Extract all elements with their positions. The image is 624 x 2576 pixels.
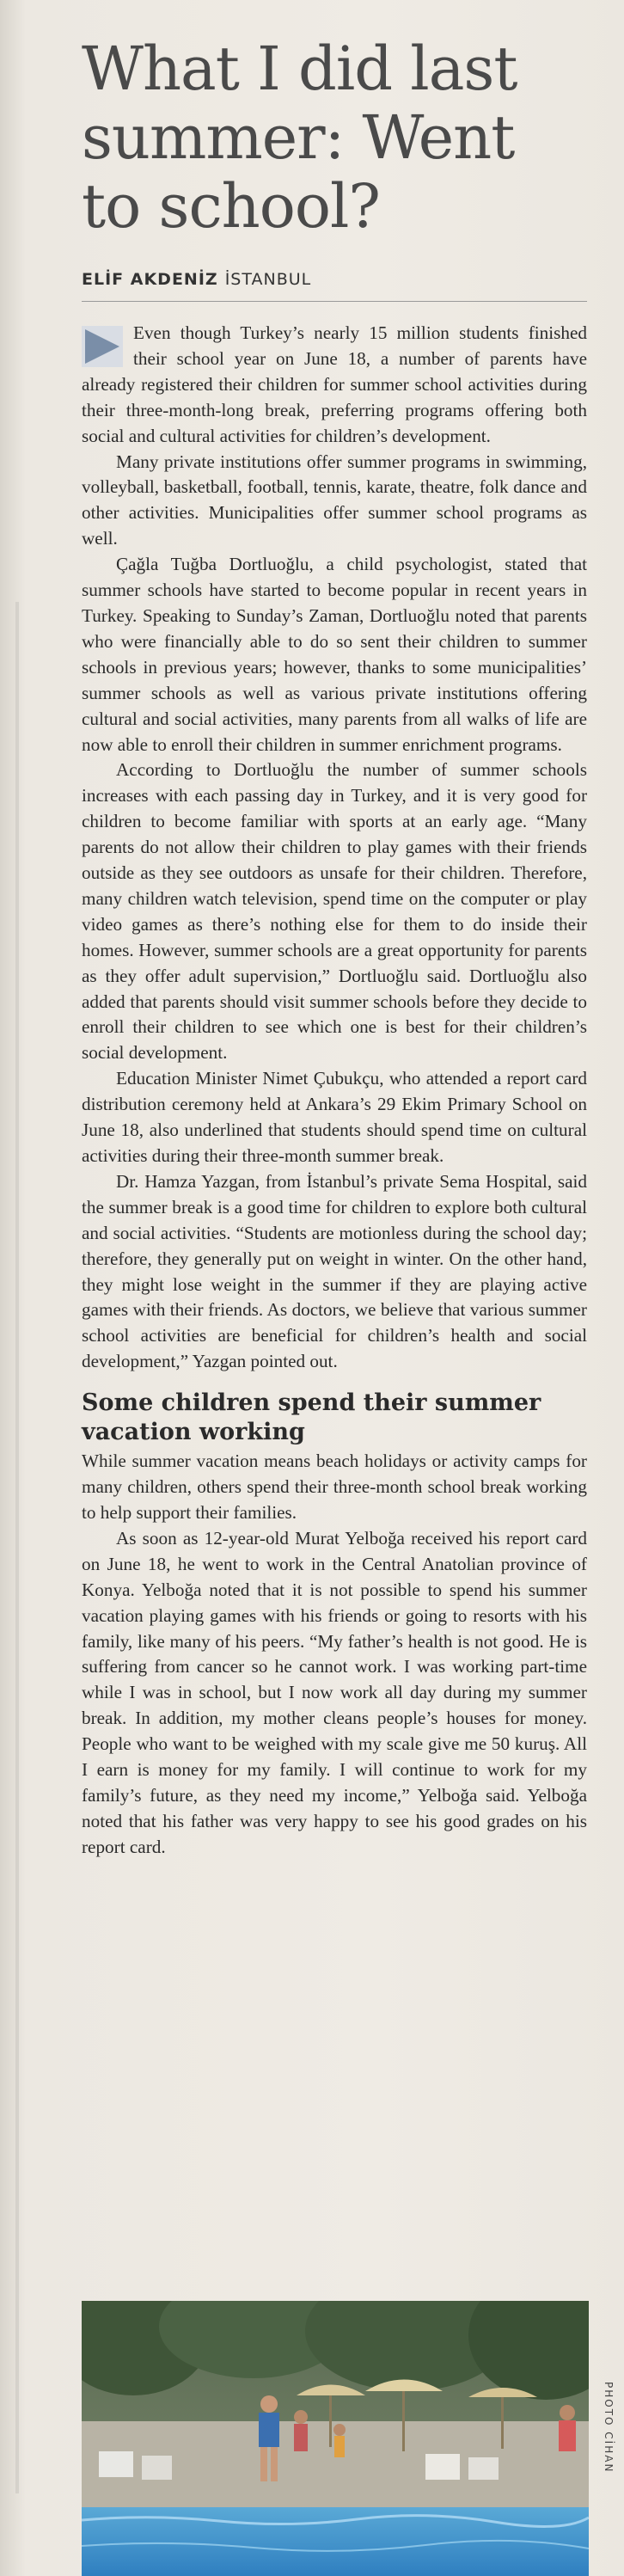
pool-scene-image [82, 2301, 589, 2576]
article [82, 34, 587, 1861]
article-photo [82, 2301, 589, 2576]
subheading: Some children spend their summer vacation working [82, 1389, 541, 1446]
article-body [82, 321, 587, 1861]
paragraph-6: Dr. Hamza Yazgan, from İstanbul’s private Sema Hospital, said the summer break is a good time for children to explore both cultural and social activities. “Students are motionless during the school day; therefore, they generally put on weight in winter. On the other hand, they might lose weight in the summer if they are playing active games with their friends. As doctors, we believe that various summer school activities are beneficial for children’s health and social development,” Yazgan pointed out. [82, 1170, 587, 1372]
paragraph-2: Many private institutions offer summer programs in swimming, volleyball, basketball, football, tennis, karate, theatre, folk dance and other activities. Municipalities offer summer school programs as well. [82, 451, 587, 549]
paragraph-4: According to Dortluoğlu the number of summer schools increases with each passing day in Turkey, and it is very good for children to become familiar with sports at an early age. “Many parents do not allow their children to play games with their friends outside as they see outdoors as unsafe for their children. Therefore, many children watch television, spend time on the computer or play video games as there’s nothing else for them to do inside their homes. However, summer schools are a great opportunity for parents as they offer adult supervision,” Dortluoğlu said. Dortluoğlu also added that parents should visit summer schools before they decide to enroll their children to see which one is best for their children’s social development. [82, 759, 587, 1064]
byline-author: ELİF AKDENİZ [82, 270, 218, 289]
paragraph-5: Education Minister Nimet Çubukçu, who attended a report card distribution ceremony held at Ankara’s 29 Ekim Primary School on June 18, also underlined that students should spend time on cultural activities during their three-month summer break. [82, 1068, 587, 1166]
headline: What I did last summer: Went to school? [82, 34, 517, 242]
page-edge-shadow [15, 602, 19, 2493]
paragraph-7: While summer vacation means beach holidays or activity camps for many children, others spend their three-month school break working to help support their families. [82, 1451, 587, 1523]
paragraph-1: Even though Turkey’s nearly 15 million students finished their school year on June 18, a number of parents have already registered their children for summer school activities during their three-month-long break, preferring programs offering both social and cultural activities for children’s development. [82, 322, 587, 446]
byline [82, 270, 587, 302]
paragraph-8: As soon as 12-year-old Murat Yelboğa received his report card on June 18, he went to work in the Central Anatolian province of Konya. Yelboğa noted that it is not possible to spend his summer vacation playing games with his friends or going to resorts with his family, like many of his peers. “My father’s health is not good. He is suffering from cancer so he cannot work. I was working part-time while I was in school, but I now work all day during my summer break. In addition, my mother cleans people’s houses for money. People who want to be weighed with my scale give me 50 kuruş. All I earn is money for my family. I will continue to work for my family’s future, as they need my income,” Yelboğa said. Yelboğa noted that his father was very happy to see his good grades on his report card. [82, 1527, 587, 1857]
byline-city: İSTANBUL [224, 270, 312, 289]
photo-credit: PHOTO CİHAN [603, 2381, 615, 2473]
paragraph-3: Çağla Tuğba Dortluoğlu, a child psychologist, stated that summer schools have started to become popular in recent years in Turkey. Speaking to Sunday’s Zaman, Dortluoğlu noted that parents who were financially able to do so sent their children to summer schools in previous years; however, thanks to some municipalities’ summer schools as well as various private institutions offering cultural and social activities, many parents from all walks of life are now able to enroll their children in summer enrichment programs. [82, 554, 587, 755]
paragraph-marker-icon [82, 326, 123, 367]
